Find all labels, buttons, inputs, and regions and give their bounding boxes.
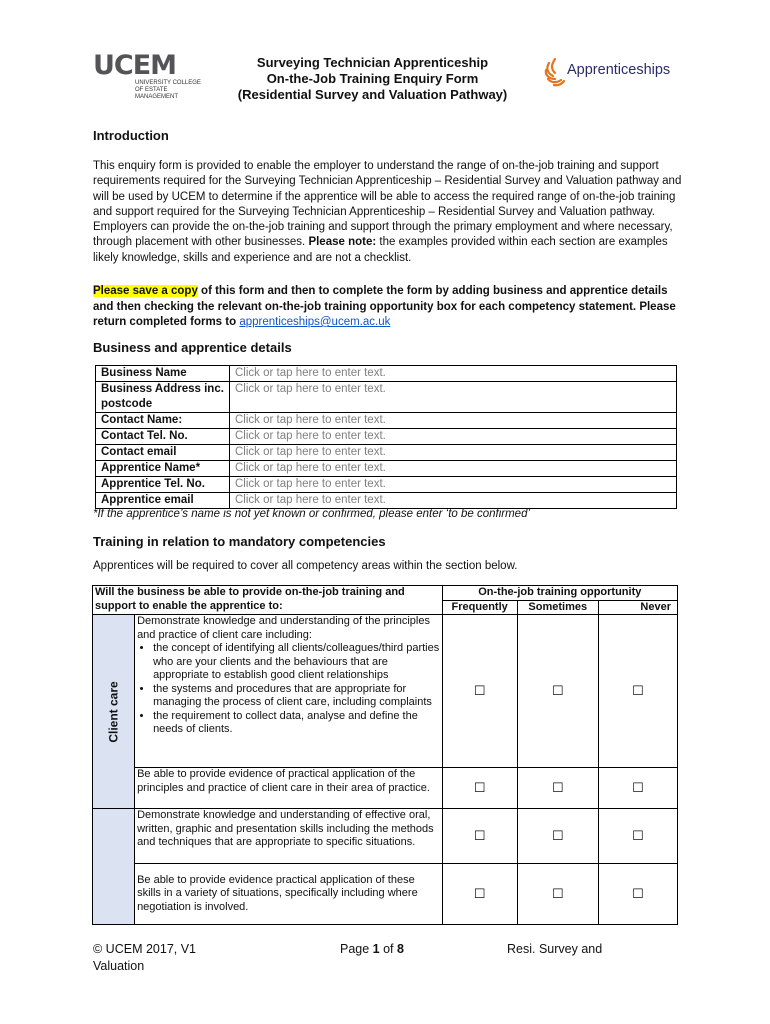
title-line-2: On-the-Job Training Enquiry Form [266, 71, 479, 86]
apprentice-email-field[interactable]: Click or tap here to enter text. [230, 493, 677, 509]
apprenticeships-logo [543, 55, 678, 91]
footer-valuation: Valuation [93, 959, 145, 973]
frequently-checkbox[interactable]: ☐ [442, 809, 517, 864]
competency-row [93, 809, 678, 864]
never-checkbox[interactable]: ☐ [598, 809, 677, 864]
apprentice-tel-label: Apprentice Tel. No. [96, 477, 230, 493]
frequently-checkbox[interactable]: ☐ [442, 864, 517, 925]
title-line-1: Surveying Technician Apprenticeship [256, 55, 489, 70]
page-number [340, 941, 404, 958]
training-opportunity-header: On-the-job training opportunity [442, 586, 677, 601]
save-highlight: Please save a copy [93, 285, 198, 297]
contact-name-label: Contact Name: [96, 413, 230, 429]
sometimes-checkbox[interactable]: ☐ [517, 615, 598, 768]
contact-name-field[interactable]: Click or tap here to enter text. [230, 413, 677, 429]
bullet-item: • the systems and procedures that are appropriate for managing the process of client care, including complaints [153, 683, 440, 710]
contact-tel-field[interactable]: Click or tap here to enter text. [230, 429, 677, 445]
competency-statement: Be able to provide evidence practical application of these skills in a variety of situations, specifically including where negotiation is involved. [135, 864, 443, 925]
page-total: 8 [397, 942, 404, 956]
statement-text: Demonstrate knowledge and understanding of the principles and practice of client care including: [137, 615, 430, 641]
contact-tel-label: Contact Tel. No. [96, 429, 230, 445]
introduction-heading: Introduction [93, 128, 169, 143]
business-row [96, 445, 677, 461]
apprenticeships-logo-text: Apprenticeships [567, 62, 671, 78]
business-row [96, 382, 677, 413]
apprentice-tel-field[interactable]: Click or tap here to enter text. [230, 477, 677, 493]
apprentice-name-label: Apprentice Name* [96, 461, 230, 477]
introduction-paragraph [93, 159, 683, 266]
question-header: Will the business be able to provide on-the-job training and support to enable the apprentice to: [93, 586, 443, 615]
page-prefix: Page [340, 942, 373, 956]
title-line-3: (Residential Survey and Valuation Pathway) [237, 87, 508, 102]
frequently-header: Frequently [442, 600, 517, 615]
communication-section-label [93, 809, 135, 925]
competency-row [93, 864, 678, 925]
bullet-item: • the requirement to collect data, analyse and define the needs of clients. [153, 710, 440, 737]
business-row [96, 493, 677, 509]
ucem-logo [93, 50, 203, 100]
never-checkbox[interactable]: ☐ [598, 864, 677, 925]
apprentice-name-footnote: *If the apprentice’s name is not yet known or confirmed, please enter ‘to be confirmed’ [93, 508, 531, 520]
sometimes-header: Sometimes [517, 600, 598, 615]
business-row [96, 413, 677, 429]
client-care-section-label [93, 615, 135, 809]
apprentice-email-label: Apprentice email [96, 493, 230, 509]
frequently-checkbox[interactable]: ☐ [442, 768, 517, 809]
client-care-label: Client care [105, 680, 120, 743]
competency-row [93, 768, 678, 809]
sometimes-checkbox[interactable]: ☐ [517, 809, 598, 864]
business-address-field[interactable]: Click or tap here to enter text. [230, 382, 677, 413]
business-heading: Business and apprentice details [93, 340, 292, 355]
bullet-item: • the concept of identifying all clients/colleagues/third parties who are your clients and the behaviours that are appropriate to establish good client relationships [153, 642, 440, 683]
training-heading: Training in relation to mandatory competencies [93, 534, 386, 549]
business-row [96, 366, 677, 382]
competency-header-row [93, 586, 678, 601]
footer-right: Resi. Survey and [507, 942, 603, 956]
business-row [96, 477, 677, 493]
business-address-label: Business Address inc. postcode [96, 382, 230, 413]
sometimes-checkbox[interactable]: ☐ [517, 864, 598, 925]
page-current: 1 [372, 942, 380, 956]
training-subtext: Apprentices will be required to cover all competency areas within the section below. [93, 560, 518, 572]
business-name-label: Business Name [96, 366, 230, 382]
frequently-checkbox[interactable]: ☐ [442, 615, 517, 768]
never-checkbox[interactable]: ☐ [598, 768, 677, 809]
competency-statement: Demonstrate knowledge and understanding of effective oral, written, graphic and presentation skills including the methods and techniques that are appropriate to specific situations. [135, 809, 443, 864]
ucem-logo-mark: UCEM [93, 50, 177, 81]
form-title [205, 55, 540, 103]
business-row [96, 429, 677, 445]
business-name-field[interactable]: Click or tap here to enter text. [230, 366, 677, 382]
competency-statement: Be able to provide evidence of practical application of the principles and practice of client care in their area of practice. [135, 768, 443, 809]
competency-row [93, 615, 678, 768]
footer-copyright: © UCEM 2017, V1 [93, 942, 197, 956]
save-instructions [93, 284, 683, 331]
page-mid: of [379, 942, 397, 956]
introduction-note-label: Please note: [308, 236, 377, 249]
never-header: Never [598, 600, 677, 615]
introduction-note-text: the examples provided within each section are examples likely knowledge, skills and experience and are not a checklist. [93, 236, 668, 264]
introduction-body: This enquiry form is provided to enable the employer to understand the range of on-the-job training and support requirements required for the Surveying Technician Apprenticeship – Residential Survey and Valuation pathway and will be used by UCEM to determine if the apprentice will be able to access the required range of on-the-job training and support required for the Surveying Technician Apprenticeship – Residential Survey and Valuation pathway. Employers can provide the on-the-job training and support through the primary employment and where necessary, through placement with other businesses. [93, 160, 682, 249]
apprentice-name-field[interactable]: Click or tap here to enter text. [230, 461, 677, 477]
email-link[interactable]: apprenticeships@ucem.ac.uk [239, 316, 391, 328]
apprenticeships-swoosh-icon [543, 55, 567, 91]
sometimes-checkbox[interactable]: ☐ [517, 768, 598, 809]
competency-table [92, 585, 678, 925]
business-row [96, 461, 677, 477]
business-details-table [95, 365, 677, 509]
footer-left [93, 941, 253, 975]
competency-statement [135, 615, 443, 768]
ucem-logo-subtitle: UNIVERSITY COLLEGE OF ESTATE MANAGEMENT [135, 80, 201, 100]
contact-email-field[interactable]: Click or tap here to enter text. [230, 445, 677, 461]
never-checkbox[interactable]: ☐ [598, 615, 677, 768]
statement-bullets [137, 642, 440, 737]
save-text: of this form and then to complete the form by adding business and apprentice details and then checking the relevant on-the-job training opportunity box for each competency statement. Please return completed forms to [93, 285, 676, 328]
contact-email-label: Contact email [96, 445, 230, 461]
